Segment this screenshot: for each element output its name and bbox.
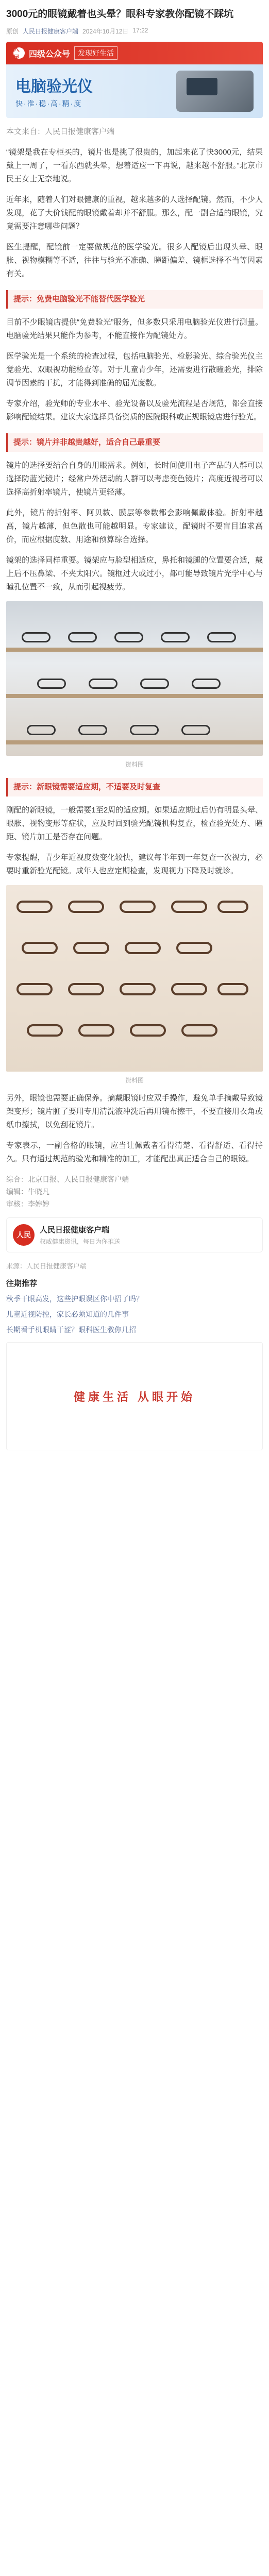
paragraph: 医学验光是一个系统的检查过程，包括电脑验光、检影验光、综合验光仪主觉验光、双眼视功能检查等。对于儿童青少年，还需要进行散瞳验光，排除调节因素的干扰，才能得到准确的屈光度数。 bbox=[6, 352, 263, 387]
paragraph: 此外，镜片的折射率、阿贝数、膜层等参数都会影响佩戴体验。折射率越高，镜片越薄，但色散也可能越明显。专家建议，配镜时不要盲目追求高价，而应根据度数、用途和预算综合选择。 bbox=[6, 509, 263, 544]
related-list bbox=[6, 1293, 263, 1336]
editor-line: 编辑：牛晓凡 bbox=[6, 1188, 49, 1196]
account-link[interactable]: 人民日报健康客户端 bbox=[23, 28, 79, 35]
end-banner: 健康生活 从眼开始 bbox=[6, 1342, 263, 1450]
banner-sub-text: 快·准·稳·高·精·度 bbox=[15, 99, 82, 108]
paragraph: 专家介绍，验光师的专业水平、验光设备以及验光流程是否规范，都会直接影响配镜结果。建议大家选择具备资质的医院眼科或正规眼镜店进行验光。 bbox=[6, 399, 263, 421]
related-title: 往期推荐 bbox=[6, 1279, 38, 1288]
image-caption: 资料图 bbox=[125, 761, 144, 768]
glasses-display-photo bbox=[6, 885, 263, 1072]
related-link[interactable]: 儿童近视防控，家长必须知道的几件事 bbox=[6, 1310, 129, 1318]
section-heading: 提示：新眼镜需要适应期，不适要及时复查 bbox=[6, 778, 263, 796]
source-note: 本文来自：人民日报健康客户端 bbox=[6, 127, 115, 136]
paragraph: “镜架是我在专柜买的，镜片也是挑了很贵的，加起来花了快3000元，结果戴上一周了，一看东西就头晕，想着适应一下再说，越来越不舒服。”北京市民王女士无奈地说。 bbox=[6, 148, 263, 183]
banner-main bbox=[6, 64, 263, 118]
editor-line: 综合：北京日报、人民日报健康客户端 bbox=[6, 1175, 129, 1183]
editor-info bbox=[6, 1173, 263, 1210]
section-heading: 提示：免费电脑验光不能替代医学验光 bbox=[6, 290, 263, 309]
account-card[interactable] bbox=[6, 1217, 263, 1252]
source-line: 来源：人民日报健康客户端 bbox=[6, 1262, 87, 1270]
paragraph: 另外，眼镜也需要正确保养。摘戴眼镜时应双手操作，避免单手摘戴导致镜架变形；镜片脏了要用专用清洗液冲洗后再用镜布擦干，不要直接用衣角或纸巾擦拭，以免刮花镜片。 bbox=[6, 1094, 263, 1129]
banner-line2: 发现好生活 bbox=[74, 46, 117, 60]
paragraph: 近年来，随着人们对眼健康的重视，越来越多的人选择配镜。然而，不少人发现，花了大价钱配的眼镜戴着却并不舒服。那么，配一副合适的眼镜，究竟需要注意哪些问题？ bbox=[6, 195, 263, 231]
paragraph: 专家提醒，青少年近视度数变化较快，建议每半年到一年复查一次视力，必要时重新验光配镜。成年人也应定期检查，发现视力下降及时就诊。 bbox=[6, 853, 263, 875]
account-desc: 权威健康资讯，每日为你推送 bbox=[40, 1238, 121, 1245]
paragraph: 刚配的新眼镜，一般需要1至2周的适应期。如果适应期过后仍有明显头晕、眼胀、视物变形等症状，应及时回到验光配镜机构复查，检查验光处方、瞳距、镜片加工是否存在问题。 bbox=[6, 806, 263, 841]
original-tag: 原创 bbox=[6, 28, 19, 35]
banner-line1: 四级公众号 bbox=[29, 49, 71, 59]
account-name: 人民日报健康客户端 bbox=[40, 1226, 110, 1234]
banner-big-text: 电脑验光仪 bbox=[15, 78, 93, 95]
device-image bbox=[176, 71, 254, 112]
article-title: 3000元的眼镜戴着也头晕？眼科专家教你配镜不踩坑 bbox=[6, 9, 234, 20]
paragraph: 目前不少眼镜店提供“免费验光”服务，但多数只采用电脑验光仪进行测量。电脑验光结果只能作为参考，不能直接作为配镜处方。 bbox=[6, 318, 263, 340]
paragraph: 医生提醒，配镜前一定要做规范的医学验光。很多人配镜后出现头晕、眼胀、视物模糊等不适，往往与验光不准确、瞳距偏差、镜框选择不当等因素有关。 bbox=[6, 243, 263, 278]
banner-header bbox=[6, 42, 263, 64]
image-caption: 资料图 bbox=[125, 1077, 144, 1084]
article-meta bbox=[6, 27, 263, 36]
seal-logo: 人民 bbox=[13, 47, 25, 59]
paragraph: 镜架的选择同样重要。镜架应与脸型相适应，鼻托和镜腿的位置要合适，戴上后不压鼻梁、不夹太阳穴。镜框过大或过小，都可能导致镜片光学中心与瞳孔位置不一致，从而引起视疲劳。 bbox=[6, 556, 263, 591]
paragraph: 专家表示，一副合格的眼镜，应当让佩戴者看得清楚、看得舒适、看得持久。只有通过规范的验光和精准的加工，才能配出真正适合自己的眼镜。 bbox=[6, 1141, 263, 1163]
section-heading: 提示：镜片并非越贵越好，适合自己最重要 bbox=[6, 433, 263, 452]
publish-date: 2024年10月12日 bbox=[82, 28, 129, 35]
editor-line: 审核：李婷婷 bbox=[6, 1200, 49, 1208]
related-link[interactable]: 秋季干眼高发，这些护眼误区你中招了吗？ bbox=[6, 1295, 143, 1303]
account-avatar: 人民 bbox=[13, 1224, 35, 1246]
publish-time: 17:22 bbox=[132, 27, 148, 34]
top-banner bbox=[6, 42, 263, 118]
related-link[interactable]: 长期看手机眼睛干涩？眼科医生教你几招 bbox=[6, 1326, 136, 1334]
glasses-shop-photo bbox=[6, 601, 263, 756]
paragraph: 镜片的选择要结合自身的用眼需求。例如，长时间使用电子产品的人群可以选择防蓝光镜片；经常户外活动的人群可以考虑变色镜片；高度近视者可以选择高折射率镜片，使镜片更轻薄。 bbox=[6, 461, 263, 497]
